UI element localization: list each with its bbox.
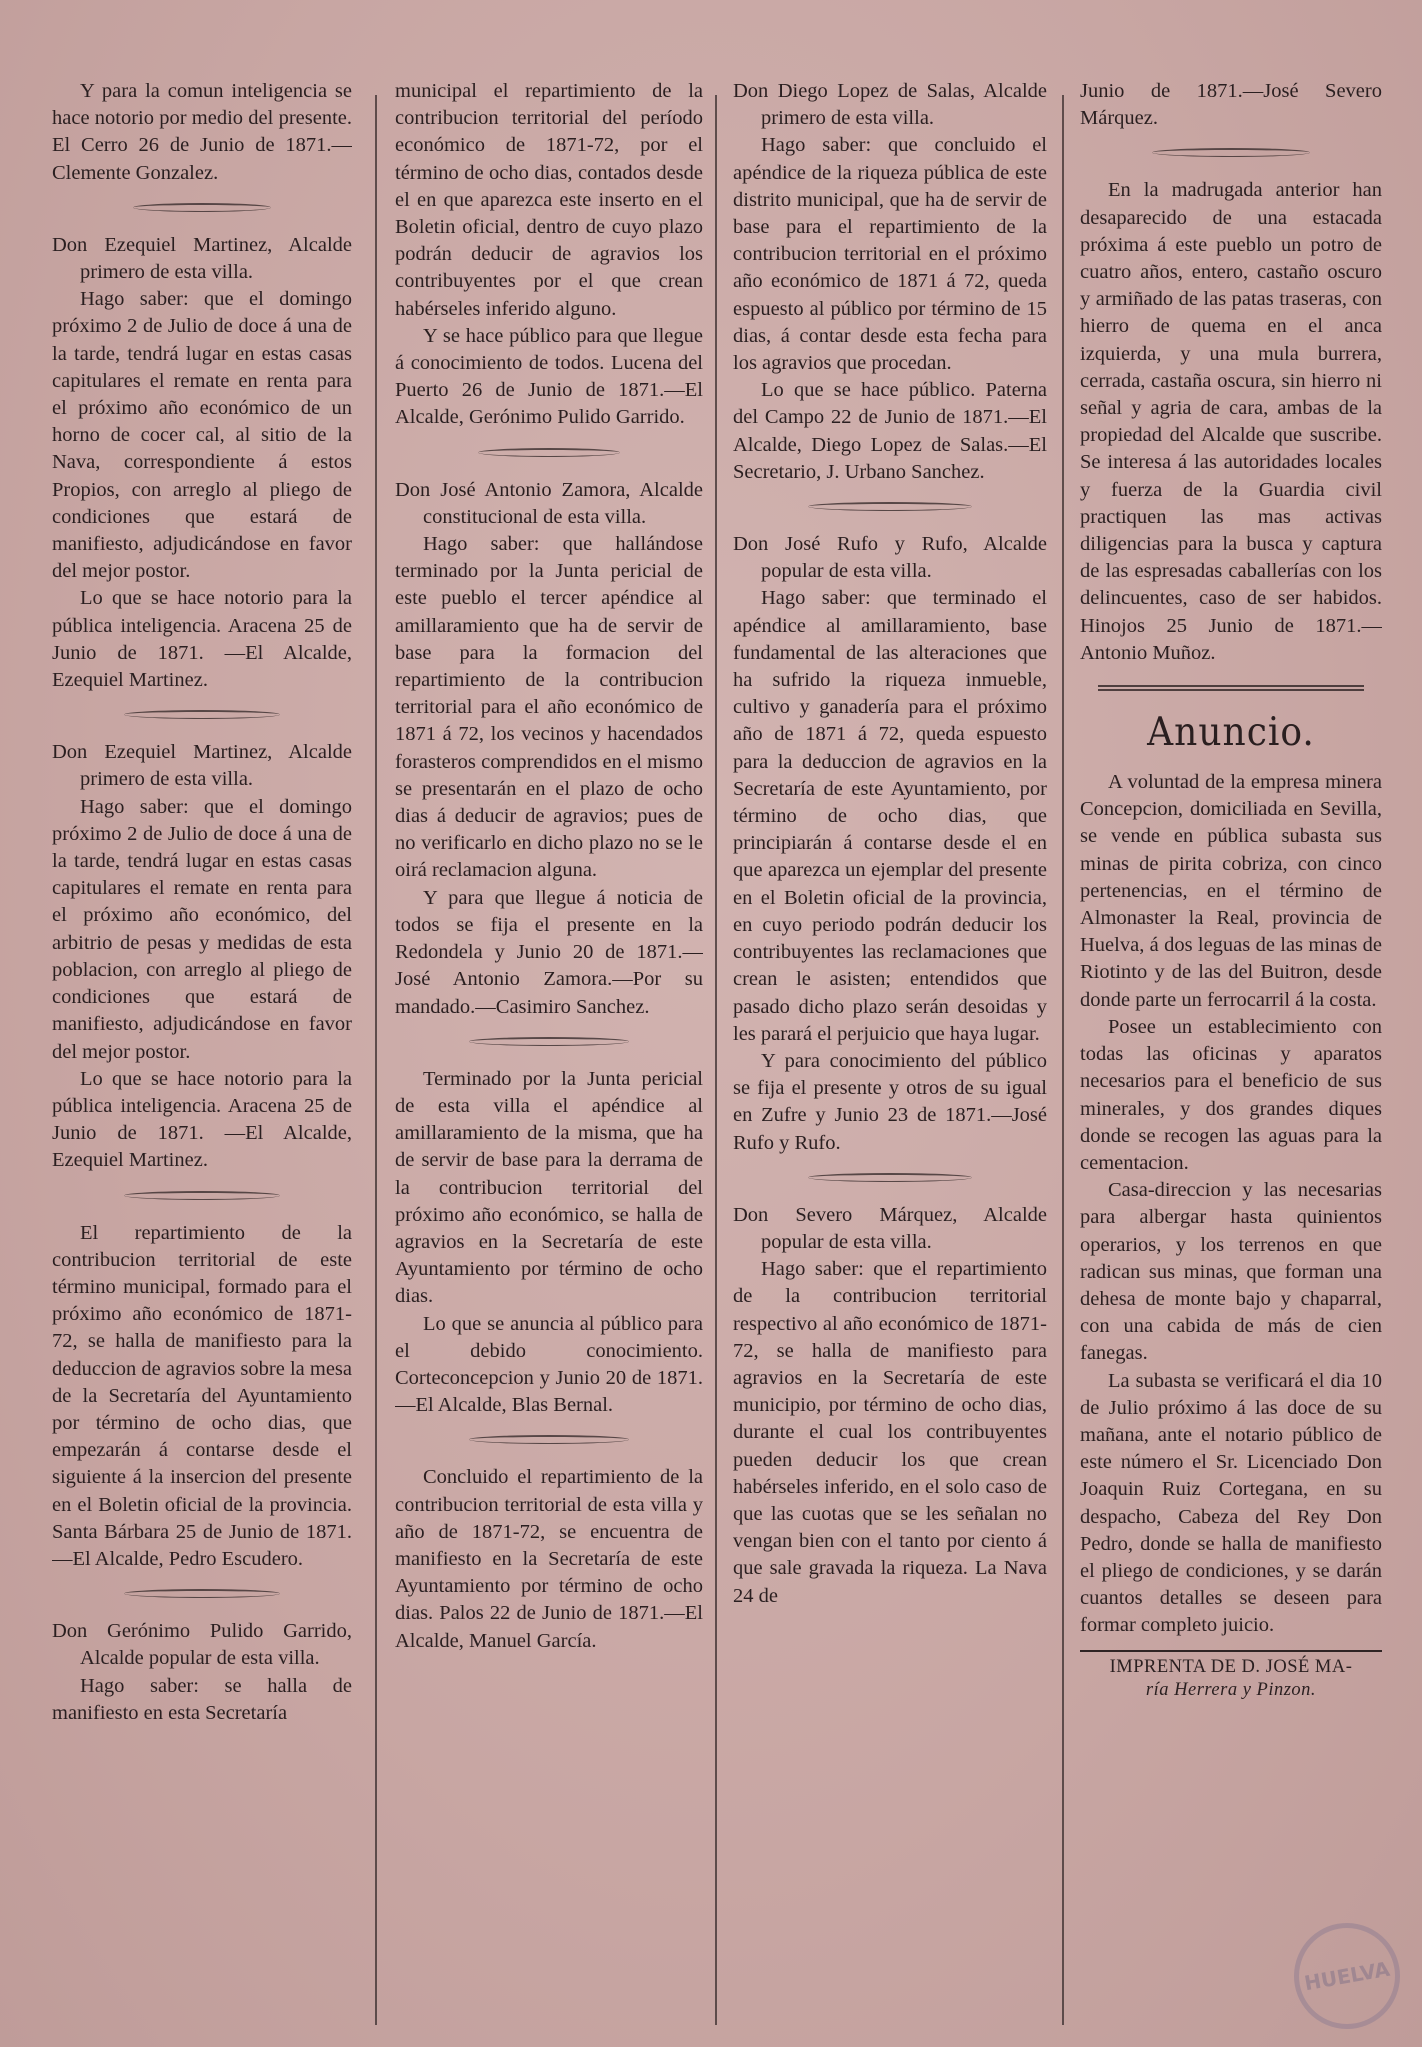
printer-line-2: ría Herrera y Pinzon. — [1145, 1679, 1317, 1700]
advert-text: Posee un establecimiento con todas las oficinas y aparatos necesarios para el beneficio de sus minerales, y dos grandes diques donde se recogen las aguas para la cementacion. — [1080, 1015, 1382, 1174]
column-3 — [733, 78, 1047, 2028]
notice-heading: Don Ezequiel Martinez, Alcalde primero de esta villa. — [52, 741, 352, 791]
notice-text: Hago saber: que terminado el apéndice al amillaramiento, base fundamental de las alteraciones que ha sufrido la riqueza inmueble, cultivo y ganadería para el próximo año de 1871 á 72, queda espuesto para la deduccion de agravios en la Secretaría de este Ayuntamiento, por término de ocho dias, que principiarán á contarse desde el en que aparezca un ejemplar del presente en el Boletin oficial de la provincia, en cuyo periodo podrán deducir los contribuyentes las reclamaciones que crean le asisten; entendidos que pasado dicho plazo serán desoidas y les parará el perjuicio que haya lugar. — [733, 587, 1047, 1045]
column-rule — [715, 95, 717, 2025]
notice-signature: Y para que llegue á noticia de todos se fija el presente en la Redondela y Junio 20 de 1871.—José Antonio Zamora.—Por su mandado.—Casimiro Sanchez. — [395, 886, 703, 1018]
notice-text: Y para la comun inteligencia se hace notorio por medio del presente. El Cerro 26 de Junio de 1871.—Clemente Gonzalez. — [52, 80, 352, 184]
notice-text: Hago saber: que hallándose terminado por la Junta pericial de este pueblo el tercer apéndice al amillaramiento que ha de servir de base para la formacion del repartimiento de la contribucion territorial para el año económico de 1871 á 72, los vecinos y hacendados forasteros comprendidos en el mismo se presentarán en el plazo de ocho dias á deducir de agravios; pues de no verificarlo en dicho plazo no se le oirá reclamacion alguna. — [395, 533, 703, 882]
column-4 — [1080, 78, 1382, 2028]
notice-signature: Y se hace público para que llegue á conocimiento de todos. Lucena del Puerto 26 de Junio de 1871.—El Alcalde, Gerónimo Pulido Garrido. — [395, 324, 703, 429]
column-rule — [1062, 95, 1064, 2025]
separator — [478, 448, 620, 457]
printer-imprint — [1080, 1650, 1382, 1702]
notice-text: Hago saber: que concluido el apéndice de la riqueza pública de este distrito municipal, que ha de servir de base para el repartimiento de la contribucion territorial en el próximo año económico de 1871 á 72, queda espuesto al público por término de 15 dias, á contar desde esta fecha para los agravios que procedan. — [733, 134, 1047, 375]
advert-text: A voluntad de la empresa minera Concepcion, domiciliada en Sevilla, se vende en pública subasta sus minas de pirita cobriza, con cinco pertenencias, en el término de Almonaster la Real, provincia de Huelva, á dos leguas de las minas de Riotinto y de las del Buitron, desde donde parte un ferrocarril á la costa. — [1080, 771, 1382, 1011]
separator — [133, 203, 271, 212]
notice-text: Hago saber: se halla de manifiesto en esta Secretaría — [52, 1674, 352, 1724]
separator — [124, 1191, 280, 1200]
notice-signature: Y para conocimiento del público se fija el presente y otros de su igual en Zufre y Junio 23 de 1871.—José Rufo y Rufo. — [733, 1049, 1047, 1154]
notice-text: municipal el repartimiento de la contribucion territorial del período económico de 1871-72, por el término de ocho dias, contados desde el en que aparezca este inserto en el Boletin oficial, dentro de cuyo plazo podrán deducir de agravios los contribuyentes por el que crean habérseles inferido alguno. — [395, 80, 703, 320]
advert-text: Casa-direccion y las necesarias para albergar hasta quinientos operarios, y los terrenos en que radican sus minas, que forman una dehesa de monte bajo y chaparral, con una cabida de más de cien fanegas. — [1080, 1179, 1382, 1365]
notice-signature: Lo que se hace notorio para la pública inteligencia. Aracena 25 de Junio de 1871. —El Alcalde, Ezequiel Martinez. — [52, 587, 352, 692]
notice-signature: Lo que se hace notorio para la pública inteligencia. Aracena 25 de Junio de 1871. —El Alcalde, Ezequiel Martinez. — [52, 1067, 352, 1172]
archive-stamp-icon: HUELVA — [1286, 1915, 1409, 2038]
notice-signature: Lo que se hace público. Paterna del Campo 22 de Junio de 1871.—El Alcalde, Diego Lopez de Salas.—El Secretario, J. Urbano Sanchez. — [733, 379, 1047, 483]
separator — [808, 502, 971, 511]
notice-heading: Don Diego Lopez de Salas, Alcalde primero de esta villa. — [733, 80, 1047, 130]
notice-heading: Don Ezequiel Martinez, Alcalde primero de esta villa. — [52, 233, 352, 284]
notice-text: Concluido el repartimiento de la contribucion territorial de esta villa y año de 1871-72, se encuentra de manifiesto en la Secretaría de este Ayuntamiento por término de ocho dias. Palos 22 de Junio de 1871.—El Alcalde, Manuel García. — [395, 1466, 703, 1652]
separator — [124, 1589, 280, 1598]
separator — [1152, 148, 1309, 157]
notice-heading: Don José Rufo y Rufo, Alcalde popular de esta villa. — [733, 533, 1047, 583]
separator — [124, 710, 280, 719]
column-2 — [395, 78, 703, 2028]
separator — [469, 1435, 629, 1444]
separator — [808, 1173, 971, 1182]
printer-line-1: IMPRENTA DE D. JOSÉ MA- — [1109, 1656, 1353, 1677]
notice-heading: Don Severo Márquez, Alcalde popular de esta villa. — [733, 1203, 1047, 1253]
notice-heading: Don José Antonio Zamora, Alcalde constitucional de esta villa. — [395, 478, 703, 528]
notice-text: Hago saber: que el domingo próximo 2 de Julio de doce á una de la tarde, tendrá lugar en estas casas capitulares el remate en renta para el próximo año económico, del arbitrio de pesas y medidas de esta poblacion, con arreglo al pliego de condiciones que estará de manifiesto, adjudicándose en favor del mejor postor. — [52, 795, 352, 1063]
advert-text: La subasta se verificará el dia 10 de Julio próximo á las doce de su mañana, ante el notario público de este número el Sr. Licenciado Don Joaquin Ruiz Cortegana, en su despacho, Cabeza del Rey Don Pedro, donde se halla de manifiesto el pliego de condiciones, y se darán cuantos detalles se deseen para formar completo juicio. — [1080, 1369, 1382, 1637]
double-rule — [1098, 685, 1364, 691]
column-rule — [375, 95, 377, 2025]
notice-text: Hago saber: que el repartimiento de la contribucion territorial respectivo al año económico de 1871-72, se halla de manifiesto para agravios en la Secretaría de este municipio, por término de ocho dias, durante el cual los contribuyentes pueden deducir los que crean habérseles inferido, en el solo caso de que las cuotas que se les señalan no vengan bien con el tanto por ciento á que sale gravada la riqueza. La Nava 24 de — [733, 1258, 1047, 1607]
notice-text: El repartimiento de la contribucion territorial de este término municipal, formado para el próximo año económico de 1871-72, se halla de manifiesto para la deduccion de agravios sobre la mesa de la Secretaría del Ayuntamiento por término de ocho dias, que empezarán á contarse desde el siguiente á la insercion del presente en el Boletin oficial de la provincia. Santa Bárbara 25 de Junio de 1871.—El Alcalde, Pedro Escudero. — [52, 1221, 352, 1570]
anuncio-heading: Anuncio. — [1147, 709, 1315, 756]
notice-signature: Junio de 1871.—José Severo Márquez. — [1080, 80, 1382, 130]
notice-text: Terminado por la Junta pericial de esta villa el apéndice al amillaramiento de la misma, que ha de servir de base para la derrama de la contribucion territorial del próximo año económico, se halla de agravios en la Secretaría de este Ayuntamiento por término de ocho dias. — [395, 1067, 703, 1308]
separator — [469, 1037, 629, 1046]
notice-heading: Don Gerónimo Pulido Garrido, Alcalde popular de esta villa. — [52, 1620, 352, 1670]
column-1 — [52, 78, 352, 2028]
notice-text: Hago saber: que el domingo próximo 2 de Julio de doce á una de la tarde, tendrá lugar en estas casas capitulares el remate en renta para el próximo año económico de un horno de cocer cal, al sitio de la Nava, correspondiente á estos Propios, con arreglo al pliego de condiciones que estará de manifiesto, adjudicándose en favor del mejor postor. — [52, 288, 352, 583]
notice-text: En la madrugada anterior han desaparecido de una estacada próxima á este pueblo un potro de cuatro años, entero, castaño oscuro y armiñado de las patas traseras, con hierro de quema en el anca izquierda, y una mula burrera, cerrada, castaña oscura, sin hierro ni señal y agria de cara, ambas de la propiedad del Alcalde que suscribe. Se interesa á las autoridades locales y fuerza de la Guardia civil practiquen las mas activas diligencias para la busca y captura de las espresadas caballerías con los delincuentes, caso de ser habidos. Hinojos 25 Junio de 1871.—Antonio Muñoz. — [1080, 179, 1382, 664]
notice-signature: Lo que se anuncia al público para el debido conocimiento. Corteconcepcion y Junio 20 de 1871.—El Alcalde, Blas Bernal. — [395, 1312, 703, 1417]
